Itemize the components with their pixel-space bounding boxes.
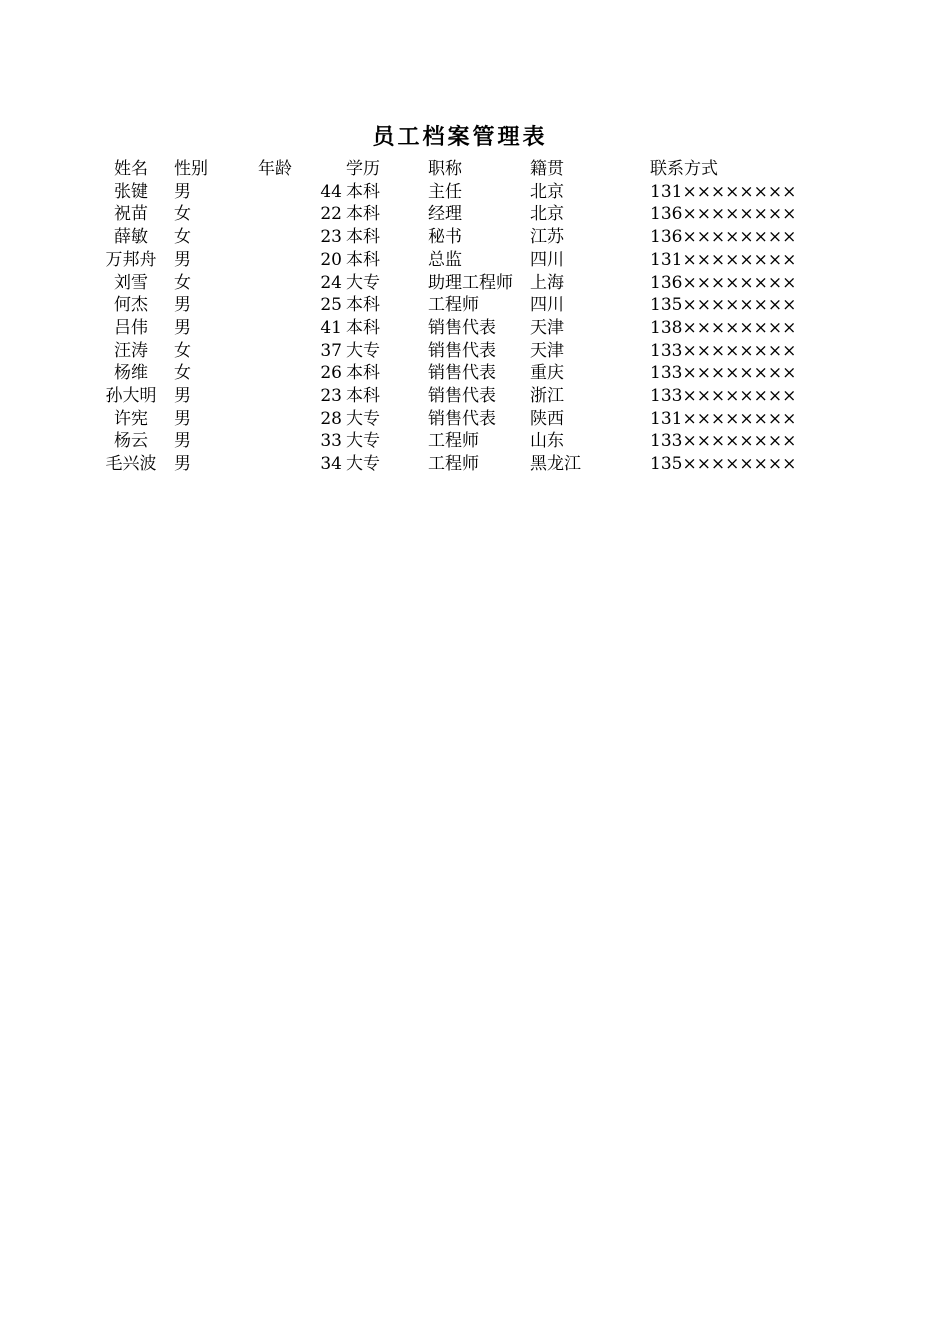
header-row [88, 158, 796, 181]
cell-origin: 浙江 [530, 386, 564, 407]
cell-contact: 136×××××××× [650, 204, 797, 225]
header-gender: 性别 [174, 159, 208, 179]
cell-origin: 四川 [530, 249, 564, 270]
cell-name: 杨云 [114, 431, 148, 452]
header-job-title: 职称 [428, 159, 462, 179]
cell-job-title: 工程师 [428, 431, 479, 452]
cell-gender: 男 [174, 386, 191, 407]
cell-job-title: 销售代表 [428, 317, 496, 338]
cell-education: 大专 [346, 454, 380, 475]
cell-age: 37 [320, 340, 342, 361]
cell-education: 本科 [346, 317, 380, 338]
cell-name: 许宪 [114, 408, 148, 429]
cell-age: 34 [320, 454, 342, 475]
cell-age: 28 [320, 408, 342, 429]
table-row [88, 272, 796, 295]
cell-origin: 陕西 [530, 408, 564, 429]
cell-contact: 133×××××××× [650, 431, 797, 452]
cell-education: 大专 [346, 408, 380, 429]
table-row [88, 453, 796, 476]
cell-contact: 131×××××××× [650, 181, 797, 202]
cell-gender: 男 [174, 295, 191, 316]
cell-age: 25 [320, 295, 342, 316]
cell-gender: 女 [174, 340, 191, 361]
cell-origin: 四川 [530, 295, 564, 316]
header-contact: 联系方式 [650, 159, 718, 179]
cell-contact: 136×××××××× [650, 227, 797, 248]
cell-age: 23 [320, 386, 342, 407]
cell-gender: 女 [174, 363, 191, 384]
cell-name: 汪涛 [114, 340, 148, 361]
cell-origin: 重庆 [530, 363, 564, 384]
cell-gender: 男 [174, 454, 191, 475]
cell-education: 本科 [346, 295, 380, 316]
table-row [88, 294, 796, 317]
cell-origin: 北京 [530, 204, 564, 225]
cell-gender: 男 [174, 181, 191, 202]
cell-job-title: 销售代表 [428, 386, 496, 407]
cell-contact: 133×××××××× [650, 363, 797, 384]
table-row [88, 317, 796, 340]
cell-education: 大专 [346, 272, 380, 293]
cell-name: 何杰 [114, 295, 148, 316]
cell-contact: 138×××××××× [650, 317, 797, 338]
cell-age: 26 [320, 363, 342, 384]
header-education: 学历 [346, 159, 380, 179]
cell-contact: 135×××××××× [650, 295, 797, 316]
cell-origin: 天津 [530, 317, 564, 338]
cell-job-title: 销售代表 [428, 408, 496, 429]
cell-gender: 男 [174, 431, 191, 452]
cell-job-title: 工程师 [428, 454, 479, 475]
cell-job-title: 销售代表 [428, 340, 496, 361]
table-row [88, 249, 796, 272]
cell-job-title: 工程师 [428, 295, 479, 316]
cell-gender: 男 [174, 249, 191, 270]
cell-education: 本科 [346, 227, 380, 248]
cell-origin: 天津 [530, 340, 564, 361]
table-row [88, 385, 796, 408]
cell-education: 本科 [346, 386, 380, 407]
cell-origin: 北京 [530, 181, 564, 202]
cell-age: 44 [320, 181, 342, 202]
cell-age: 33 [320, 431, 342, 452]
cell-age: 20 [320, 249, 342, 270]
cell-contact: 131×××××××× [650, 249, 797, 270]
cell-name: 祝苗 [114, 204, 148, 225]
cell-education: 本科 [346, 363, 380, 384]
table-row [88, 362, 796, 385]
cell-education: 大专 [346, 340, 380, 361]
cell-name: 万邦舟 [105, 249, 157, 270]
header-origin: 籍贯 [530, 159, 564, 179]
cell-education: 本科 [346, 181, 380, 202]
table-row [88, 430, 796, 453]
cell-contact: 133×××××××× [650, 386, 797, 407]
cell-contact: 135×××××××× [650, 454, 797, 475]
cell-name: 杨维 [114, 363, 148, 384]
cell-job-title: 秘书 [428, 227, 462, 248]
cell-name: 吕伟 [114, 317, 148, 338]
cell-job-title: 总监 [428, 249, 462, 270]
header-age: 年龄 [258, 159, 292, 179]
employee-table [88, 158, 796, 476]
header-name: 姓名 [114, 159, 148, 179]
cell-job-title: 助理工程师 [428, 272, 513, 293]
cell-job-title: 经理 [428, 204, 462, 225]
cell-origin: 上海 [530, 272, 564, 293]
cell-name: 毛兴波 [105, 454, 157, 475]
cell-contact: 136×××××××× [650, 272, 797, 293]
cell-gender: 男 [174, 408, 191, 429]
table-row [88, 408, 796, 431]
table-row [88, 181, 796, 204]
cell-name: 刘雪 [114, 272, 148, 293]
cell-contact: 131×××××××× [650, 408, 797, 429]
cell-origin: 黑龙江 [530, 454, 581, 475]
cell-job-title: 销售代表 [428, 363, 496, 384]
cell-name: 张键 [114, 181, 148, 202]
cell-name: 孙大明 [105, 386, 157, 407]
cell-origin: 山东 [530, 431, 564, 452]
cell-contact: 133×××××××× [650, 340, 797, 361]
cell-origin: 江苏 [530, 227, 564, 248]
cell-age: 24 [320, 272, 342, 293]
cell-job-title: 主任 [428, 181, 462, 202]
cell-age: 23 [320, 227, 342, 248]
cell-name: 薛敏 [114, 227, 148, 248]
page-title: 员工档案管理表 [372, 125, 548, 150]
cell-age: 22 [320, 204, 342, 225]
cell-gender: 男 [174, 317, 191, 338]
cell-education: 本科 [346, 204, 380, 225]
cell-gender: 女 [174, 204, 191, 225]
cell-education: 本科 [346, 249, 380, 270]
cell-gender: 女 [174, 272, 191, 293]
cell-gender: 女 [174, 227, 191, 248]
table-row [88, 203, 796, 226]
table-row [88, 340, 796, 363]
cell-age: 41 [320, 317, 342, 338]
cell-education: 大专 [346, 431, 380, 452]
table-row [88, 226, 796, 249]
